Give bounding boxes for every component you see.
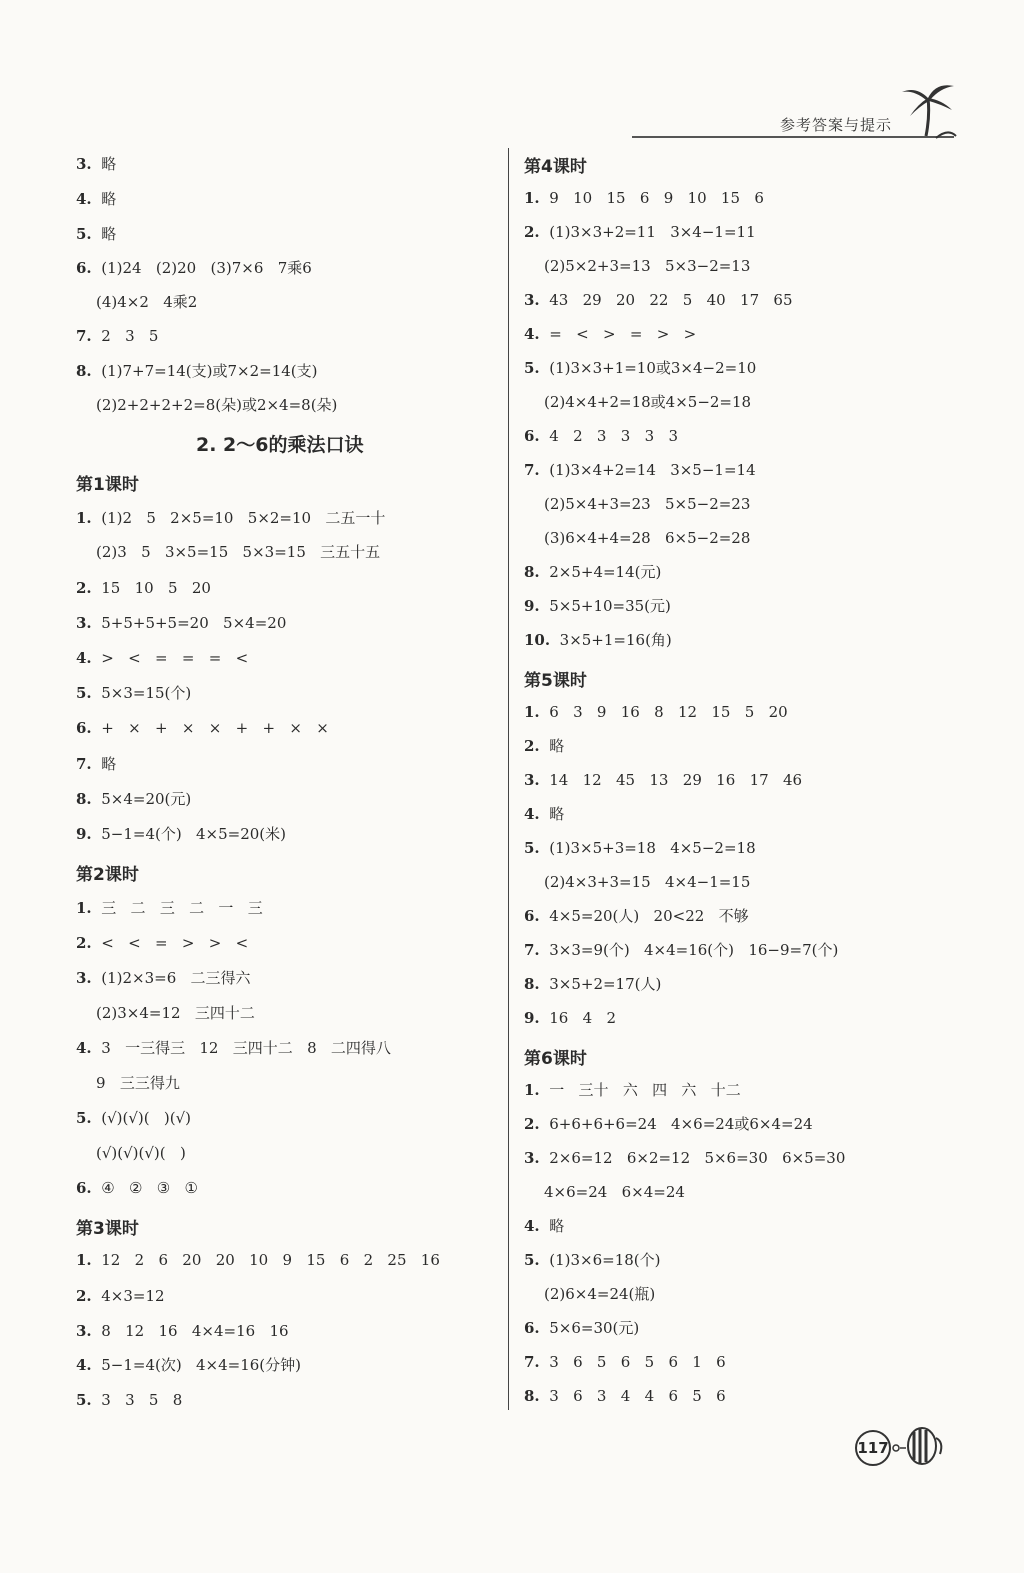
answer-row: (2)3×4=12 三四十二 xyxy=(96,1004,255,1022)
answer-row: 4. 略 xyxy=(524,1217,565,1235)
answer-row: 5. (1)3×3+1=10或3×4−2=10 xyxy=(524,359,757,377)
answer-row: (2)4×3+3=15 4×4−1=15 xyxy=(544,873,751,891)
answer-row: 10. 3×5+1=16(角) xyxy=(524,631,672,649)
answer-row: 6. + × + × × + + × × xyxy=(76,719,329,737)
answer-row: 1. 一 三十 六 四 六 十二 xyxy=(524,1081,741,1099)
answer-row: 5. (1)3×6=18(个) xyxy=(524,1251,661,1269)
answer-row: 4. 3 一三得三 12 三四十二 8 二四得八 xyxy=(76,1039,391,1057)
answer-row: 9. 16 4 2 xyxy=(524,1009,617,1027)
answer-row: 5. 5×3=15(个) xyxy=(76,684,192,702)
answer-row: 6. ④ ② ③ ① xyxy=(76,1179,198,1197)
answer-row: 4. 5−1=4(次) 4×4=16(分钟) xyxy=(76,1356,302,1374)
answer-row: 2. 4×3=12 xyxy=(76,1287,165,1305)
answer-row: 3. 略 xyxy=(76,155,117,173)
answer-row: 2. 6+6+6+6=24 4×6=24或6×4=24 xyxy=(524,1115,813,1133)
answer-row: 6. 5×6=30(元) xyxy=(524,1319,640,1337)
answer-row: 1. 三 二 三 二 一 三 xyxy=(76,899,263,917)
answer-row: 3. 5+5+5+5=20 5×4=20 xyxy=(76,614,287,632)
answer-row: 1. 9 10 15 6 9 10 15 6 xyxy=(524,189,764,207)
answer-row: 2. 略 xyxy=(524,737,565,755)
answer-row: 3. 43 29 20 22 5 40 17 65 xyxy=(524,291,793,309)
section-title: 2. 2～6的乘法口诀 xyxy=(196,434,364,456)
answer-row: 5. 3 3 5 8 xyxy=(76,1391,183,1409)
lesson-title: 第2课时 xyxy=(76,865,139,885)
answer-row: 4. > < = = = < xyxy=(76,649,249,667)
lesson-title: 第3课时 xyxy=(76,1219,139,1239)
page-number: 117 xyxy=(855,1430,891,1466)
palm-tree-icon xyxy=(896,76,960,140)
answer-row: 8. 2×5+4=14(元) xyxy=(524,563,662,581)
answer-row: 9. 5×5+10=35(元) xyxy=(524,597,671,615)
lesson-title: 第1课时 xyxy=(76,475,139,495)
answer-row: (√)(√)(√)( ) xyxy=(96,1144,186,1162)
answer-row: 7. 略 xyxy=(76,755,117,773)
answer-row: 2. < < = > > < xyxy=(76,934,249,952)
page-decoration-icon xyxy=(890,1418,950,1468)
column-divider xyxy=(508,148,509,1410)
answer-row: (2)5×2+3=13 5×3−2=13 xyxy=(544,257,751,275)
answer-row: 3. 8 12 16 4×4=16 16 xyxy=(76,1322,289,1340)
answer-row: (3)6×4+4=28 6×5−2=28 xyxy=(544,529,751,547)
answer-row: 7. 3 6 5 6 5 6 1 6 xyxy=(524,1353,726,1371)
answer-row: 8. 5×4=20(元) xyxy=(76,790,192,808)
answer-row: 8. 3×5+2=17(人) xyxy=(524,975,662,993)
answer-row: 1. 12 2 6 20 20 10 9 15 6 2 25 16 xyxy=(76,1251,440,1269)
answer-row: 7. (1)3×4+2=14 3×5−1=14 xyxy=(524,461,756,479)
answer-row: (2)5×4+3=23 5×5−2=23 xyxy=(544,495,751,513)
answer-row: 4×6=24 6×4=24 xyxy=(544,1183,685,1201)
lesson-title: 第5课时 xyxy=(524,671,587,691)
answer-row: (2)3 5 3×5=15 5×3=15 三五十五 xyxy=(96,543,381,561)
answer-row: 9 三三得九 xyxy=(96,1074,180,1092)
answer-row: 8. (1)7+7=14(支)或7×2=14(支) xyxy=(76,362,318,380)
answer-row: (2)2+2+2+2=8(朵)或2×4=8(朵) xyxy=(96,396,338,414)
answer-row: 5. (1)3×5+3=18 4×5−2=18 xyxy=(524,839,756,857)
answer-row: 3. 14 12 45 13 29 16 17 46 xyxy=(524,771,803,789)
lesson-title: 第6课时 xyxy=(524,1049,587,1069)
answer-row: 2. (1)3×3+2=11 3×4−1=11 xyxy=(524,223,756,241)
answer-row: (4)4×2 4乘2 xyxy=(96,293,198,311)
answer-row: 5. (√)(√)( )(√) xyxy=(76,1109,192,1127)
answer-row: 7. 2 3 5 xyxy=(76,327,159,345)
answer-row: 3. 2×6=12 6×2=12 5×6=30 6×5=30 xyxy=(524,1149,846,1167)
answer-row: 5. 略 xyxy=(76,225,117,243)
answer-row: (2)4×4+2=18或4×5−2=18 xyxy=(544,393,752,411)
answer-row: 7. 3×3=9(个) 4×4=16(个) 16−9=7(个) xyxy=(524,941,839,959)
answer-row: 9. 5−1=4(个) 4×5=20(米) xyxy=(76,825,287,843)
answer-row: 4. 略 xyxy=(76,190,117,208)
answer-row: 3. (1)2×3=6 二三得六 xyxy=(76,969,251,987)
lesson-title: 第4课时 xyxy=(524,157,587,177)
answer-row: 1. (1)2 5 2×5=10 5×2=10 二五一十 xyxy=(76,509,386,527)
answer-row: 1. 6 3 9 16 8 12 15 5 20 xyxy=(524,703,788,721)
answer-row: 6. 4×5=20(人) 20<22 不够 xyxy=(524,907,749,925)
answer-row: 2. 15 10 5 20 xyxy=(76,579,211,597)
answer-row: 8. 3 6 3 4 4 6 5 6 xyxy=(524,1387,726,1405)
answer-row: 4. = < > = > > xyxy=(524,325,697,343)
answer-row: 4. 略 xyxy=(524,805,565,823)
answer-row: (2)6×4=24(瓶) xyxy=(544,1285,656,1303)
answer-row: 6. 4 2 3 3 3 3 xyxy=(524,427,679,445)
header-title: 参考答案与提示 xyxy=(780,116,893,134)
answer-row: 6. (1)24 (2)20 (3)7×6 7乘6 xyxy=(76,259,312,277)
